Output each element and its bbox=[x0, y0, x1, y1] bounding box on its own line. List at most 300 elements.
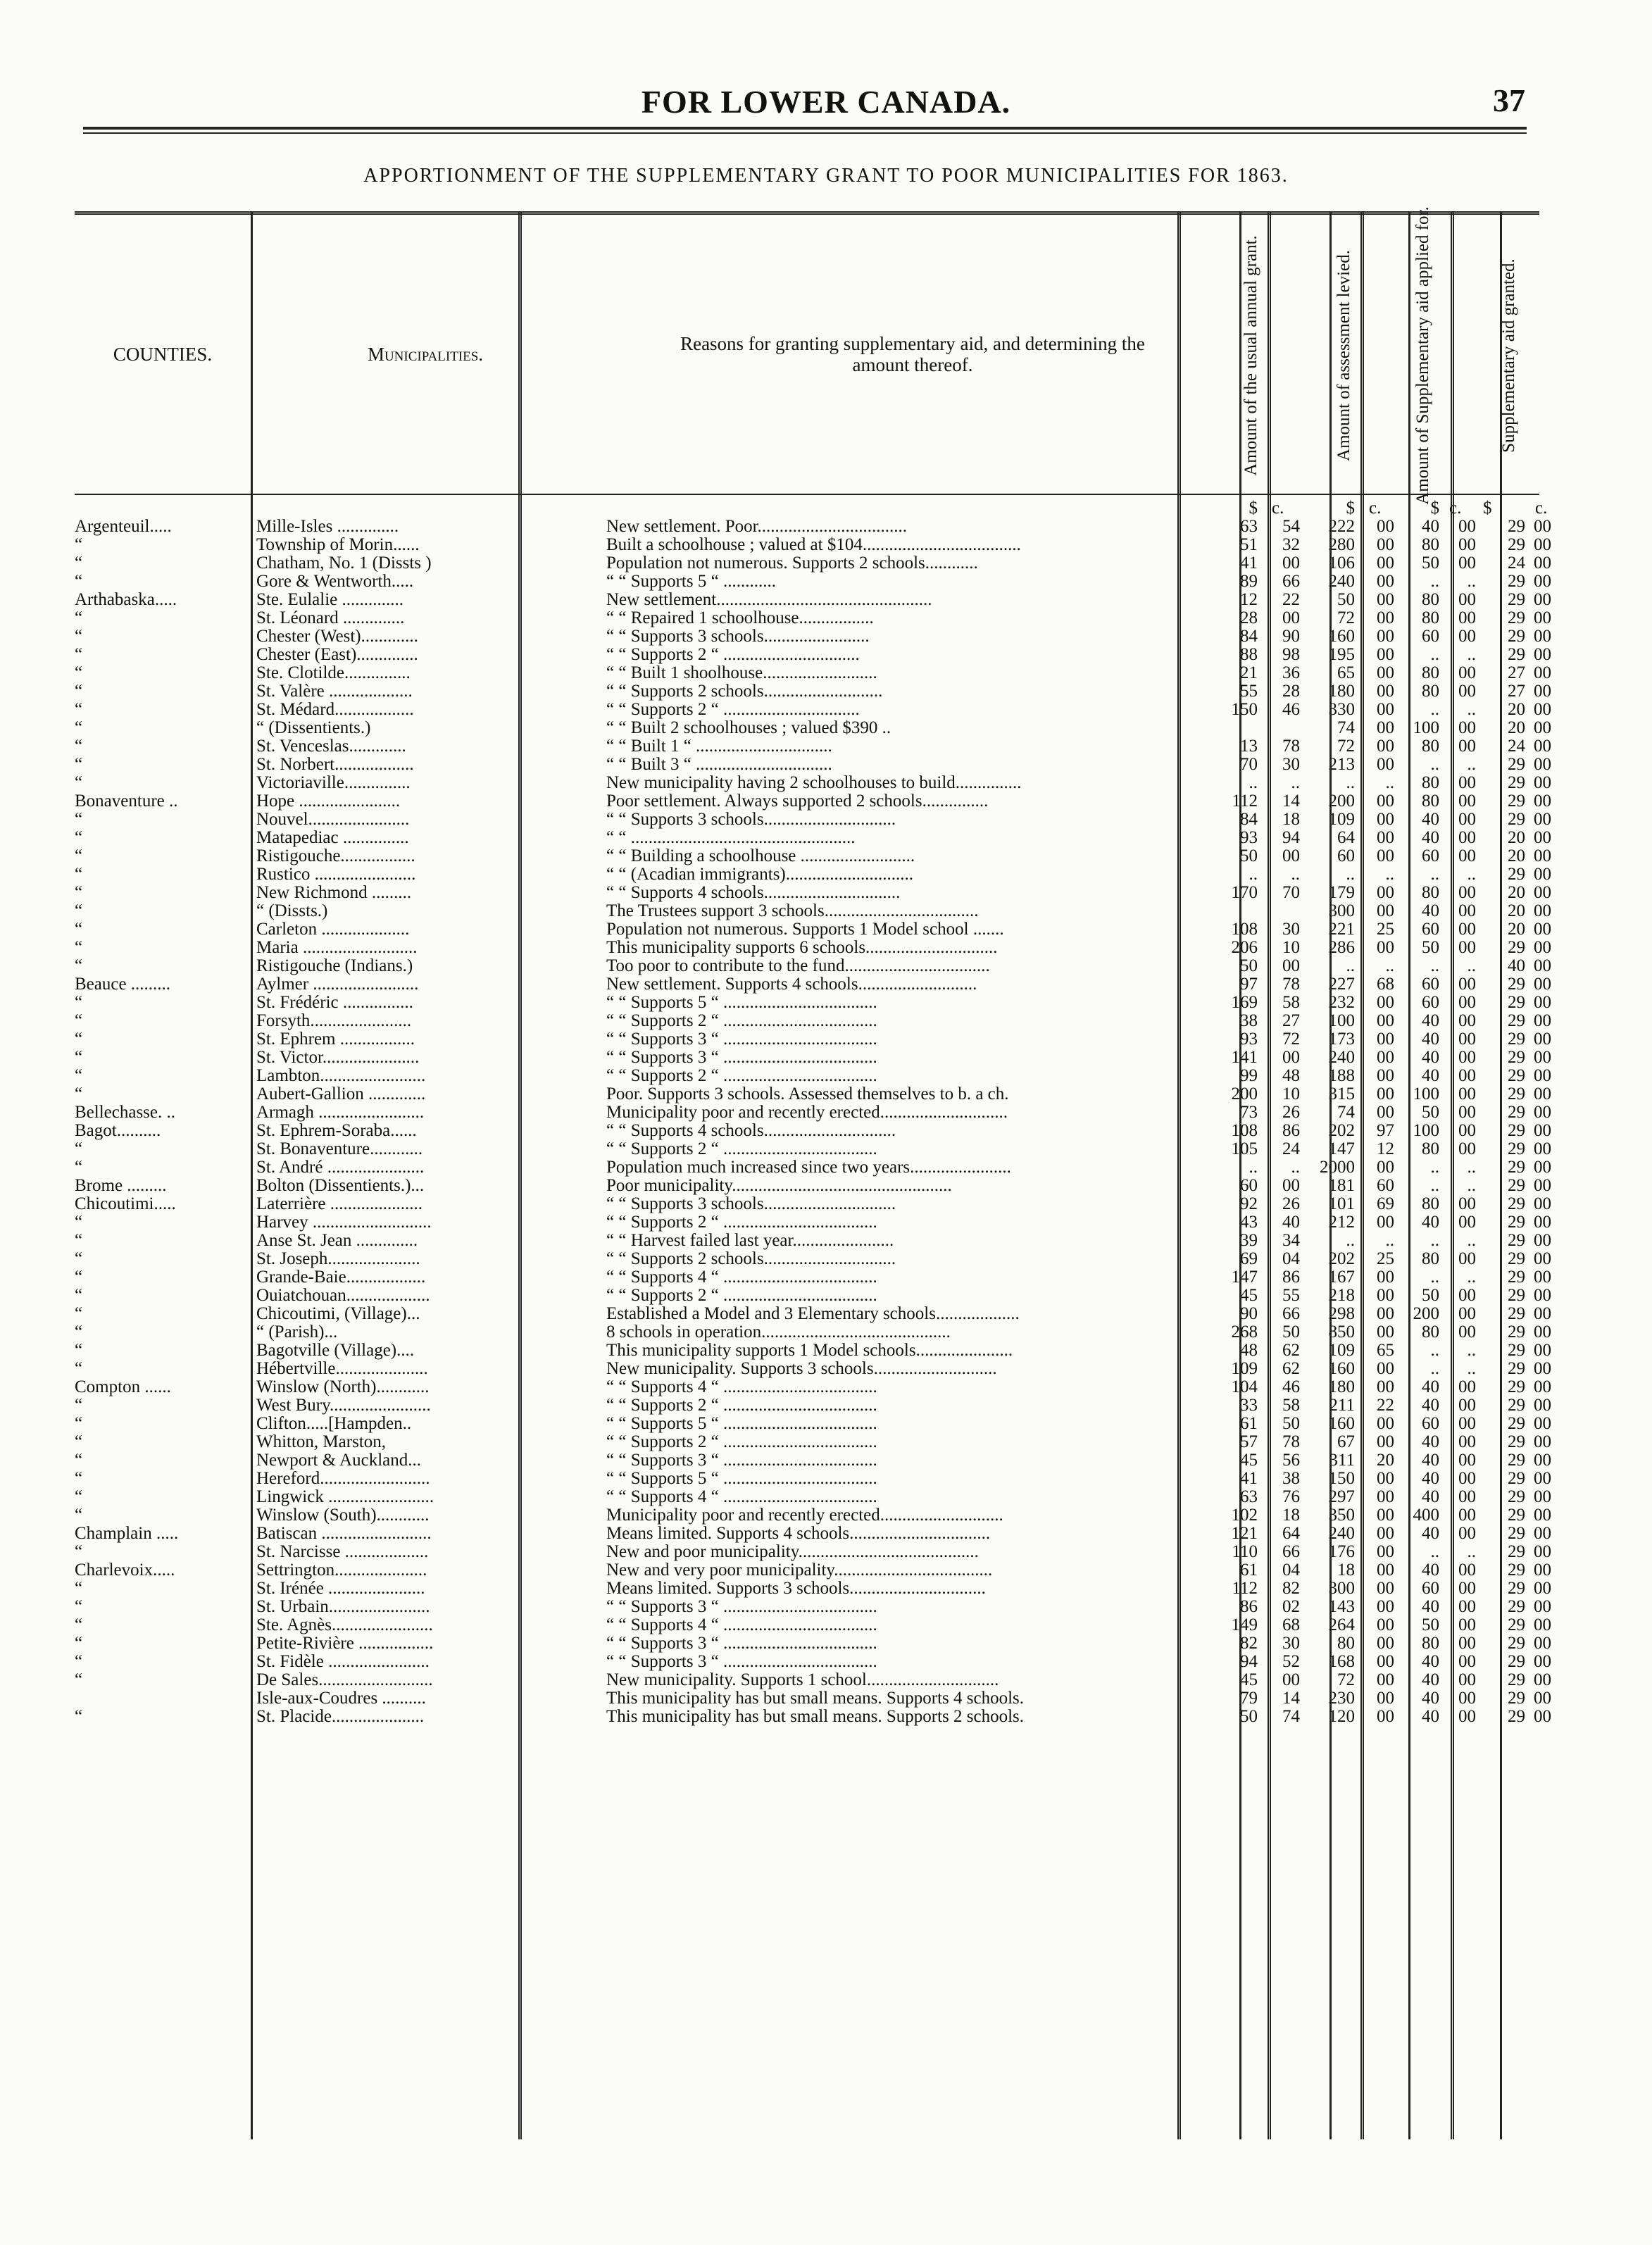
assessment-dollars: 232 bbox=[1328, 994, 1355, 1012]
assessment-dollars: 180 bbox=[1328, 682, 1355, 701]
municipality-cell: Armagh ........................ bbox=[256, 1103, 425, 1122]
granted-cents: 00 bbox=[1534, 719, 1551, 737]
county-cell: “ bbox=[75, 920, 83, 939]
county-cell: “ bbox=[75, 536, 83, 554]
granted-dollars: 29 bbox=[1508, 1708, 1525, 1726]
granted-dollars: 29 bbox=[1508, 1616, 1525, 1634]
assessment-cents: 00 bbox=[1377, 701, 1394, 719]
usual-grant-cents: 28 bbox=[1282, 682, 1300, 701]
table-row bbox=[75, 1232, 1551, 1250]
usual-grant-dollars: 33 bbox=[1240, 1396, 1258, 1415]
applied-dollars: 200 bbox=[1413, 1305, 1439, 1323]
table-row bbox=[75, 627, 1551, 646]
applied-cents: 00 bbox=[1458, 1213, 1476, 1232]
usual-grant-cents: 30 bbox=[1282, 1634, 1300, 1653]
applied-dollars: 80 bbox=[1422, 536, 1439, 554]
applied-dollars: 80 bbox=[1422, 1323, 1439, 1342]
municipality-cell: Isle-aux-Coudres .......... bbox=[256, 1689, 426, 1708]
applied-dollars: 80 bbox=[1422, 1634, 1439, 1653]
applied-cents: .. bbox=[1467, 1342, 1476, 1360]
column-rule bbox=[1451, 211, 1454, 2139]
county-cell: “ bbox=[75, 1708, 83, 1726]
reason-cell: “ “ Supports 2 “ ................................... bbox=[606, 1067, 877, 1085]
usual-grant-dollars: 39 bbox=[1240, 1232, 1258, 1250]
table-row bbox=[75, 664, 1551, 682]
granted-cents: 00 bbox=[1534, 920, 1551, 939]
granted-cents: 00 bbox=[1534, 1470, 1551, 1488]
reason-cell: “ “ Building a schoolhouse .......................... bbox=[606, 847, 915, 865]
applied-cents: 00 bbox=[1458, 627, 1476, 646]
reason-cell: “ “ Supports 4 schools............................... bbox=[606, 884, 901, 902]
applied-cents: 00 bbox=[1458, 884, 1476, 902]
usual-grant-dollars: 150 bbox=[1231, 701, 1258, 719]
assessment-cents: 00 bbox=[1377, 884, 1394, 902]
usual-grant-cents: 36 bbox=[1282, 664, 1300, 682]
municipality-cell: Victoriaville............... bbox=[256, 774, 411, 792]
assessment-cents: 00 bbox=[1377, 1634, 1394, 1653]
header-assessment: Amount of assessment levied. bbox=[1334, 250, 1354, 461]
assessment-cents: 00 bbox=[1377, 1561, 1394, 1580]
applied-cents: 00 bbox=[1458, 1122, 1476, 1140]
assessment-dollars: 74 bbox=[1337, 1103, 1355, 1122]
county-cell: “ bbox=[75, 1085, 83, 1103]
county-cell: “ bbox=[75, 865, 83, 884]
header-usual-grant: Amount of the usual annual grant. bbox=[1241, 235, 1260, 476]
municipality-cell: Carleton .................... bbox=[256, 920, 410, 939]
usual-grant-dollars: 69 bbox=[1240, 1250, 1258, 1268]
reason-cell: Means limited. Supports 4 schools................................ bbox=[606, 1525, 991, 1543]
municipality-cell: Township of Morin...... bbox=[256, 536, 420, 554]
granted-cents: 00 bbox=[1534, 1488, 1551, 1506]
granted-cents: 00 bbox=[1534, 1653, 1551, 1671]
assessment-dollars: 202 bbox=[1328, 1250, 1355, 1268]
reason-cell: “ “ Supports 3 “ ................................... bbox=[606, 1653, 877, 1671]
applied-cents: 00 bbox=[1458, 737, 1476, 756]
assessment-dollars: 180 bbox=[1328, 1378, 1355, 1396]
assessment-dollars: 195 bbox=[1328, 646, 1355, 664]
assessment-cents: 00 bbox=[1377, 1085, 1394, 1103]
usual-grant-cents: 04 bbox=[1282, 1561, 1300, 1580]
municipality-cell: Laterrière ..................... bbox=[256, 1195, 423, 1213]
assessment-dollars: 181 bbox=[1328, 1177, 1355, 1195]
assessment-dollars: 173 bbox=[1328, 1030, 1355, 1049]
applied-cents: 00 bbox=[1458, 554, 1476, 573]
applied-cents: 00 bbox=[1458, 518, 1476, 536]
usual-grant-dollars: .. bbox=[1249, 865, 1258, 884]
county-cell: Champlain ..... bbox=[75, 1525, 179, 1543]
assessment-cents: 00 bbox=[1377, 591, 1394, 609]
granted-dollars: 29 bbox=[1508, 994, 1525, 1012]
table-row bbox=[75, 1396, 1551, 1415]
granted-dollars: 20 bbox=[1508, 829, 1525, 847]
reason-cell: 8 schools in operation........................................... bbox=[606, 1323, 951, 1342]
assessment-dollars: 280 bbox=[1328, 536, 1355, 554]
header-reasons: Reasons for granting supplementary aid, and determining the amount thereof. bbox=[680, 333, 1145, 375]
assessment-cents: 65 bbox=[1377, 1342, 1394, 1360]
municipality-cell: St. Frédéric ................ bbox=[256, 994, 413, 1012]
table-row bbox=[75, 1506, 1551, 1525]
assessment-dollars: 211 bbox=[1329, 1396, 1355, 1415]
assessment-dollars: 179 bbox=[1328, 884, 1355, 902]
granted-cents: 00 bbox=[1534, 1049, 1551, 1067]
county-cell: Brome ......... bbox=[75, 1177, 167, 1195]
usual-grant-dollars: 21 bbox=[1240, 664, 1258, 682]
usual-grant-dollars: 45 bbox=[1240, 1451, 1258, 1470]
granted-dollars: 29 bbox=[1508, 1268, 1525, 1287]
assessment-dollars: 300 bbox=[1328, 1580, 1355, 1598]
applied-cents: 00 bbox=[1458, 847, 1476, 865]
applied-dollars: 100 bbox=[1413, 719, 1439, 737]
usual-grant-dollars: 38 bbox=[1240, 1012, 1258, 1030]
granted-dollars: 27 bbox=[1508, 664, 1525, 682]
usual-grant-dollars: 94 bbox=[1240, 1653, 1258, 1671]
applied-cents: 00 bbox=[1458, 1287, 1476, 1305]
table-row bbox=[75, 1323, 1551, 1342]
reason-cell: “ “ ................................................... bbox=[606, 829, 856, 847]
county-cell: “ bbox=[75, 1396, 83, 1415]
usual-grant-cents: 30 bbox=[1282, 756, 1300, 774]
assessment-cents: 00 bbox=[1377, 1543, 1394, 1561]
assessment-dollars: 264 bbox=[1328, 1616, 1355, 1634]
assessment-dollars: 101 bbox=[1328, 1195, 1355, 1213]
assessment-cents: 00 bbox=[1377, 646, 1394, 664]
reason-cell: “ “ Supports 5 “ ................................... bbox=[606, 1415, 877, 1433]
usual-cent-unit: c. bbox=[1272, 499, 1284, 518]
municipality-cell: St. Norbert.................. bbox=[256, 756, 414, 774]
usual-grant-dollars: 88 bbox=[1240, 646, 1258, 664]
table-row bbox=[75, 975, 1551, 994]
usual-grant-dollars: 55 bbox=[1240, 682, 1258, 701]
usual-grant-cents: 40 bbox=[1282, 1213, 1300, 1232]
municipality-cell: Petite-Rivière ................. bbox=[256, 1634, 434, 1653]
applied-cents: 00 bbox=[1458, 1451, 1476, 1470]
table-title: APPORTIONMENT OF THE SUPPLEMENTARY GRANT TO POOR MUNICIPALITIES FOR 1863. bbox=[363, 165, 1289, 187]
granted-cents: 00 bbox=[1534, 1580, 1551, 1598]
assessment-cents: 00 bbox=[1377, 1305, 1394, 1323]
reason-cell: Population not numerous. Supports 1 Model school ....... bbox=[606, 920, 1004, 939]
granted-dollars: 29 bbox=[1508, 1122, 1525, 1140]
table-row bbox=[75, 792, 1551, 811]
column-rule bbox=[1239, 211, 1241, 2139]
usual-grant-cents: 86 bbox=[1282, 1268, 1300, 1287]
county-cell: “ bbox=[75, 1543, 83, 1561]
municipality-cell: Chester (East).............. bbox=[256, 646, 418, 664]
assessment-cents: 00 bbox=[1377, 682, 1394, 701]
county-cell: “ bbox=[75, 1049, 83, 1067]
reason-cell: Built a schoolhouse ; valued at $104.................................... bbox=[606, 536, 1021, 554]
county-cell: Beauce ......... bbox=[75, 975, 171, 994]
usual-grant-cents: 14 bbox=[1282, 1689, 1300, 1708]
granted-cents: 00 bbox=[1534, 811, 1551, 829]
assessment-dollars: 109 bbox=[1328, 1342, 1355, 1360]
assessment-dollars: 2000 bbox=[1320, 1158, 1355, 1177]
granted-dollars: 29 bbox=[1508, 1049, 1525, 1067]
applied-cents: 00 bbox=[1458, 1616, 1476, 1634]
table-row bbox=[75, 829, 1551, 847]
usual-grant-dollars: 57 bbox=[1240, 1433, 1258, 1451]
table-row bbox=[75, 536, 1551, 554]
usual-grant-cents: .. bbox=[1291, 865, 1300, 884]
usual-grant-cents: .. bbox=[1291, 1158, 1300, 1177]
assessment-cents: 00 bbox=[1377, 1213, 1394, 1232]
table-row bbox=[75, 1543, 1551, 1561]
assessment-dollars: 65 bbox=[1337, 664, 1355, 682]
reason-cell: Population much increased since two years....................... bbox=[606, 1158, 1011, 1177]
county-cell: “ bbox=[75, 1342, 83, 1360]
granted-cents: 00 bbox=[1534, 573, 1551, 591]
granted-dollars: 20 bbox=[1508, 902, 1525, 920]
table-row bbox=[75, 994, 1551, 1012]
assessment-dollars: 311 bbox=[1329, 1451, 1355, 1470]
county-cell: Bonaventure .. bbox=[75, 792, 178, 811]
usual-grant-cents: 46 bbox=[1282, 701, 1300, 719]
municipality-cell: Hope ....................... bbox=[256, 792, 401, 811]
reason-cell: This municipality has but small means. Supports 2 schools. bbox=[606, 1708, 1025, 1726]
county-cell: “ bbox=[75, 701, 83, 719]
granted-cents: 00 bbox=[1534, 1232, 1551, 1250]
granted-cents: 00 bbox=[1534, 554, 1551, 573]
applied-cents: 00 bbox=[1458, 1433, 1476, 1451]
usual-grant-dollars: 84 bbox=[1240, 811, 1258, 829]
applied-cents: .. bbox=[1467, 1543, 1476, 1561]
granted-dollars: 29 bbox=[1508, 1067, 1525, 1085]
granted-dollars: 29 bbox=[1508, 1580, 1525, 1598]
applied-dollars: 400 bbox=[1413, 1506, 1439, 1525]
assessment-dollars: 60 bbox=[1337, 847, 1355, 865]
granted-cents: 00 bbox=[1534, 1634, 1551, 1653]
applied-cents: 00 bbox=[1458, 609, 1476, 627]
applied-cents: 00 bbox=[1458, 1396, 1476, 1415]
usual-grant-cents: 32 bbox=[1282, 536, 1300, 554]
assessment-cents: 00 bbox=[1377, 664, 1394, 682]
applied-dollars: 40 bbox=[1422, 811, 1439, 829]
applied-dollars: 60 bbox=[1422, 920, 1439, 939]
reason-cell: “ “ Supports 2 “ ................................... bbox=[606, 1433, 877, 1451]
table-row bbox=[75, 1360, 1551, 1378]
granted-cents: 00 bbox=[1534, 792, 1551, 811]
applied-dollars: 40 bbox=[1422, 1525, 1439, 1543]
usual-grant-dollars: 105 bbox=[1231, 1140, 1258, 1158]
column-rule bbox=[251, 211, 253, 2139]
usual-grant-cents: 18 bbox=[1282, 1506, 1300, 1525]
granted-dollars: 29 bbox=[1508, 591, 1525, 609]
usual-grant-dollars: 93 bbox=[1240, 1030, 1258, 1049]
municipality-cell: Hereford......................... bbox=[256, 1470, 430, 1488]
reason-cell: “ “ Built 1 “ ............................... bbox=[606, 737, 832, 756]
granted-cents: 00 bbox=[1534, 1671, 1551, 1689]
applied-dollars: 80 bbox=[1422, 664, 1439, 682]
usual-grant-dollars: 112 bbox=[1232, 1580, 1258, 1598]
granted-dollars: 29 bbox=[1508, 1085, 1525, 1103]
usual-grant-cents: 68 bbox=[1282, 1616, 1300, 1634]
granted-cents: 00 bbox=[1534, 865, 1551, 884]
header-granted: Supplementary aid granted. bbox=[1499, 258, 1518, 453]
granted-cents: 00 bbox=[1534, 1250, 1551, 1268]
usual-grant-dollars: 110 bbox=[1232, 1543, 1258, 1561]
applied-cents: 00 bbox=[1458, 774, 1476, 792]
assessment-cents: 00 bbox=[1377, 1268, 1394, 1287]
granted-dollars: 24 bbox=[1508, 554, 1525, 573]
usual-grant-cents: 66 bbox=[1282, 573, 1300, 591]
granted-dollars: 29 bbox=[1508, 1653, 1525, 1671]
applied-dollars: 40 bbox=[1422, 1671, 1439, 1689]
granted-dollars: 20 bbox=[1508, 920, 1525, 939]
usual-grant-dollars: 63 bbox=[1240, 1488, 1258, 1506]
granted-dollars: 29 bbox=[1508, 1158, 1525, 1177]
reason-cell: “ “ Built 3 “ ............................... bbox=[606, 756, 832, 774]
granted-cents: 00 bbox=[1534, 1616, 1551, 1634]
usual-grant-cents: 10 bbox=[1282, 1085, 1300, 1103]
granted-dollars: 20 bbox=[1508, 847, 1525, 865]
county-cell: “ bbox=[75, 1488, 83, 1506]
county-cell: “ bbox=[75, 719, 83, 737]
applied-cents: 00 bbox=[1458, 1323, 1476, 1342]
header-rule-thin bbox=[83, 132, 1527, 134]
assessment-dollars: 74 bbox=[1337, 719, 1355, 737]
usual-grant-cents: 52 bbox=[1282, 1653, 1300, 1671]
municipality-cell: Newport & Auckland... bbox=[256, 1451, 421, 1470]
assessment-cents: 00 bbox=[1377, 1415, 1394, 1433]
reason-cell: “ “ Supports 4 “ ................................... bbox=[606, 1378, 877, 1396]
usual-grant-cents: 00 bbox=[1282, 609, 1300, 627]
applied-dollars: 40 bbox=[1422, 1708, 1439, 1726]
assessment-dollars: 100 bbox=[1328, 1012, 1355, 1030]
reason-cell: “ “ Supports 4 “ ................................... bbox=[606, 1268, 877, 1287]
applied-cents: 00 bbox=[1458, 1140, 1476, 1158]
municipality-cell: St. Victor...................... bbox=[256, 1049, 420, 1067]
applied-cents: 00 bbox=[1458, 902, 1476, 920]
municipality-cell: Bagotville (Village).... bbox=[256, 1342, 415, 1360]
assessment-dollars: 64 bbox=[1337, 829, 1355, 847]
applied-dollars: .. bbox=[1430, 1360, 1439, 1378]
county-cell: “ bbox=[75, 1158, 83, 1177]
usual-grant-cents: 86 bbox=[1282, 1122, 1300, 1140]
county-cell: “ bbox=[75, 627, 83, 646]
table-row bbox=[75, 1378, 1551, 1396]
applied-dollars: 80 bbox=[1422, 682, 1439, 701]
usual-grant-dollars: 104 bbox=[1231, 1378, 1258, 1396]
usual-grant-dollars: 45 bbox=[1240, 1287, 1258, 1305]
column-rule bbox=[1500, 211, 1502, 2139]
county-cell: “ bbox=[75, 1140, 83, 1158]
applied-dollars: 50 bbox=[1422, 554, 1439, 573]
table-row bbox=[75, 646, 1551, 664]
county-cell: “ bbox=[75, 1506, 83, 1525]
municipality-cell: Chicoutimi, (Village)... bbox=[256, 1305, 420, 1323]
usual-grant-dollars: 50 bbox=[1240, 847, 1258, 865]
reason-cell: New settlement. Poor.................................. bbox=[606, 518, 908, 536]
assessment-dollars: 286 bbox=[1328, 939, 1355, 957]
municipality-cell: Nouvel....................... bbox=[256, 811, 410, 829]
assessment-dollars: 221 bbox=[1328, 920, 1355, 939]
granted-cents: 00 bbox=[1534, 975, 1551, 994]
column-rule bbox=[1329, 211, 1332, 2139]
county-cell: “ bbox=[75, 609, 83, 627]
granted-cents: 00 bbox=[1534, 1506, 1551, 1525]
granted-cents: 00 bbox=[1534, 774, 1551, 792]
applied-dollars: 60 bbox=[1422, 994, 1439, 1012]
granted-cents: 00 bbox=[1534, 1213, 1551, 1232]
reason-cell: “ “ Supports 3 “ ................................... bbox=[606, 1634, 877, 1653]
granted-cent-unit: c. bbox=[1535, 499, 1548, 518]
assessment-cents: 00 bbox=[1377, 737, 1394, 756]
usual-grant-dollars: 97 bbox=[1240, 975, 1258, 994]
granted-dollars: 29 bbox=[1508, 1561, 1525, 1580]
reason-cell: New settlement................................................. bbox=[606, 591, 932, 609]
granted-dollars: 29 bbox=[1508, 1451, 1525, 1470]
reason-cell: “ “ Supports 2 “ ................................... bbox=[606, 1396, 877, 1415]
assessment-dollars: 176 bbox=[1328, 1543, 1355, 1561]
column-rule bbox=[1408, 211, 1410, 2139]
table-row bbox=[75, 518, 1551, 536]
applied-cents: 00 bbox=[1458, 1689, 1476, 1708]
assessment-dollars: 160 bbox=[1328, 1360, 1355, 1378]
municipality-cell: Forsyth....................... bbox=[256, 1012, 412, 1030]
applied-dollars: 50 bbox=[1422, 1616, 1439, 1634]
municipality-cell: St. Bonaventure............ bbox=[256, 1140, 423, 1158]
usual-grant-dollars: 82 bbox=[1240, 1634, 1258, 1653]
applied-cents: 00 bbox=[1458, 811, 1476, 829]
applied-dollars: 40 bbox=[1422, 1012, 1439, 1030]
usual-grant-dollars: 169 bbox=[1231, 994, 1258, 1012]
table-row bbox=[75, 756, 1551, 774]
applied-cents: 00 bbox=[1458, 1195, 1476, 1213]
applied-cents: 00 bbox=[1458, 939, 1476, 957]
reason-cell: Population not numerous. Supports 2 schools............ bbox=[606, 554, 978, 573]
assessment-dollars: 106 bbox=[1328, 554, 1355, 573]
assessment-cents: 00 bbox=[1377, 1360, 1394, 1378]
granted-dollars: 29 bbox=[1508, 1433, 1525, 1451]
assessment-cents: .. bbox=[1385, 865, 1394, 884]
assessment-cents: 00 bbox=[1377, 1506, 1394, 1525]
usual-grant-cents: 94 bbox=[1282, 829, 1300, 847]
reason-cell: This municipality supports 1 Model schools...................... bbox=[606, 1342, 1013, 1360]
municipality-cell: “ (Dissts.) bbox=[256, 902, 328, 920]
reason-cell: “ “ Supports 2 “ ................................... bbox=[606, 1213, 877, 1232]
assessment-cents: 60 bbox=[1377, 1177, 1394, 1195]
applied-dollars: 40 bbox=[1422, 1689, 1439, 1708]
reason-cell: Means limited. Supports 3 schools............................... bbox=[606, 1580, 986, 1598]
usual-grant-dollars: 70 bbox=[1240, 756, 1258, 774]
assessment-cents: 25 bbox=[1377, 1250, 1394, 1268]
table-row bbox=[75, 774, 1551, 792]
usual-grant-dollars: 41 bbox=[1240, 1470, 1258, 1488]
county-cell: Chicoutimi..... bbox=[75, 1195, 176, 1213]
applied-dollars: 40 bbox=[1422, 1598, 1439, 1616]
municipality-cell: Gore & Wentworth..... bbox=[256, 573, 414, 591]
assessment-cents: 00 bbox=[1377, 1488, 1394, 1506]
column-rule bbox=[1268, 211, 1271, 2139]
granted-dollars: 29 bbox=[1508, 1543, 1525, 1561]
municipality-cell: Rustico ....................... bbox=[256, 865, 416, 884]
granted-cents: 00 bbox=[1534, 939, 1551, 957]
header-municipalities: Municipalities. bbox=[367, 344, 484, 365]
applied-dollars: .. bbox=[1430, 573, 1439, 591]
usual-grant-cents: 76 bbox=[1282, 1488, 1300, 1506]
assessment-dollars: 167 bbox=[1328, 1268, 1355, 1287]
reason-cell: “ “ Built 1 shoolhouse.......................... bbox=[606, 664, 877, 682]
county-cell: Arthabaska..... bbox=[75, 591, 177, 609]
granted-dollars: 29 bbox=[1508, 1396, 1525, 1415]
reason-cell: “ “ Built 2 schoolhouses ; valued $390 .. bbox=[606, 719, 891, 737]
granted-dollars: 29 bbox=[1508, 1177, 1525, 1195]
reason-cell: The Trustees support 3 schools................................... bbox=[606, 902, 979, 920]
assessment-cents: 00 bbox=[1377, 902, 1394, 920]
municipality-cell: Winslow (South)............ bbox=[256, 1506, 430, 1525]
applied-dollars: 60 bbox=[1422, 1580, 1439, 1598]
assessment-cents: .. bbox=[1385, 1232, 1394, 1250]
table-row bbox=[75, 1085, 1551, 1103]
